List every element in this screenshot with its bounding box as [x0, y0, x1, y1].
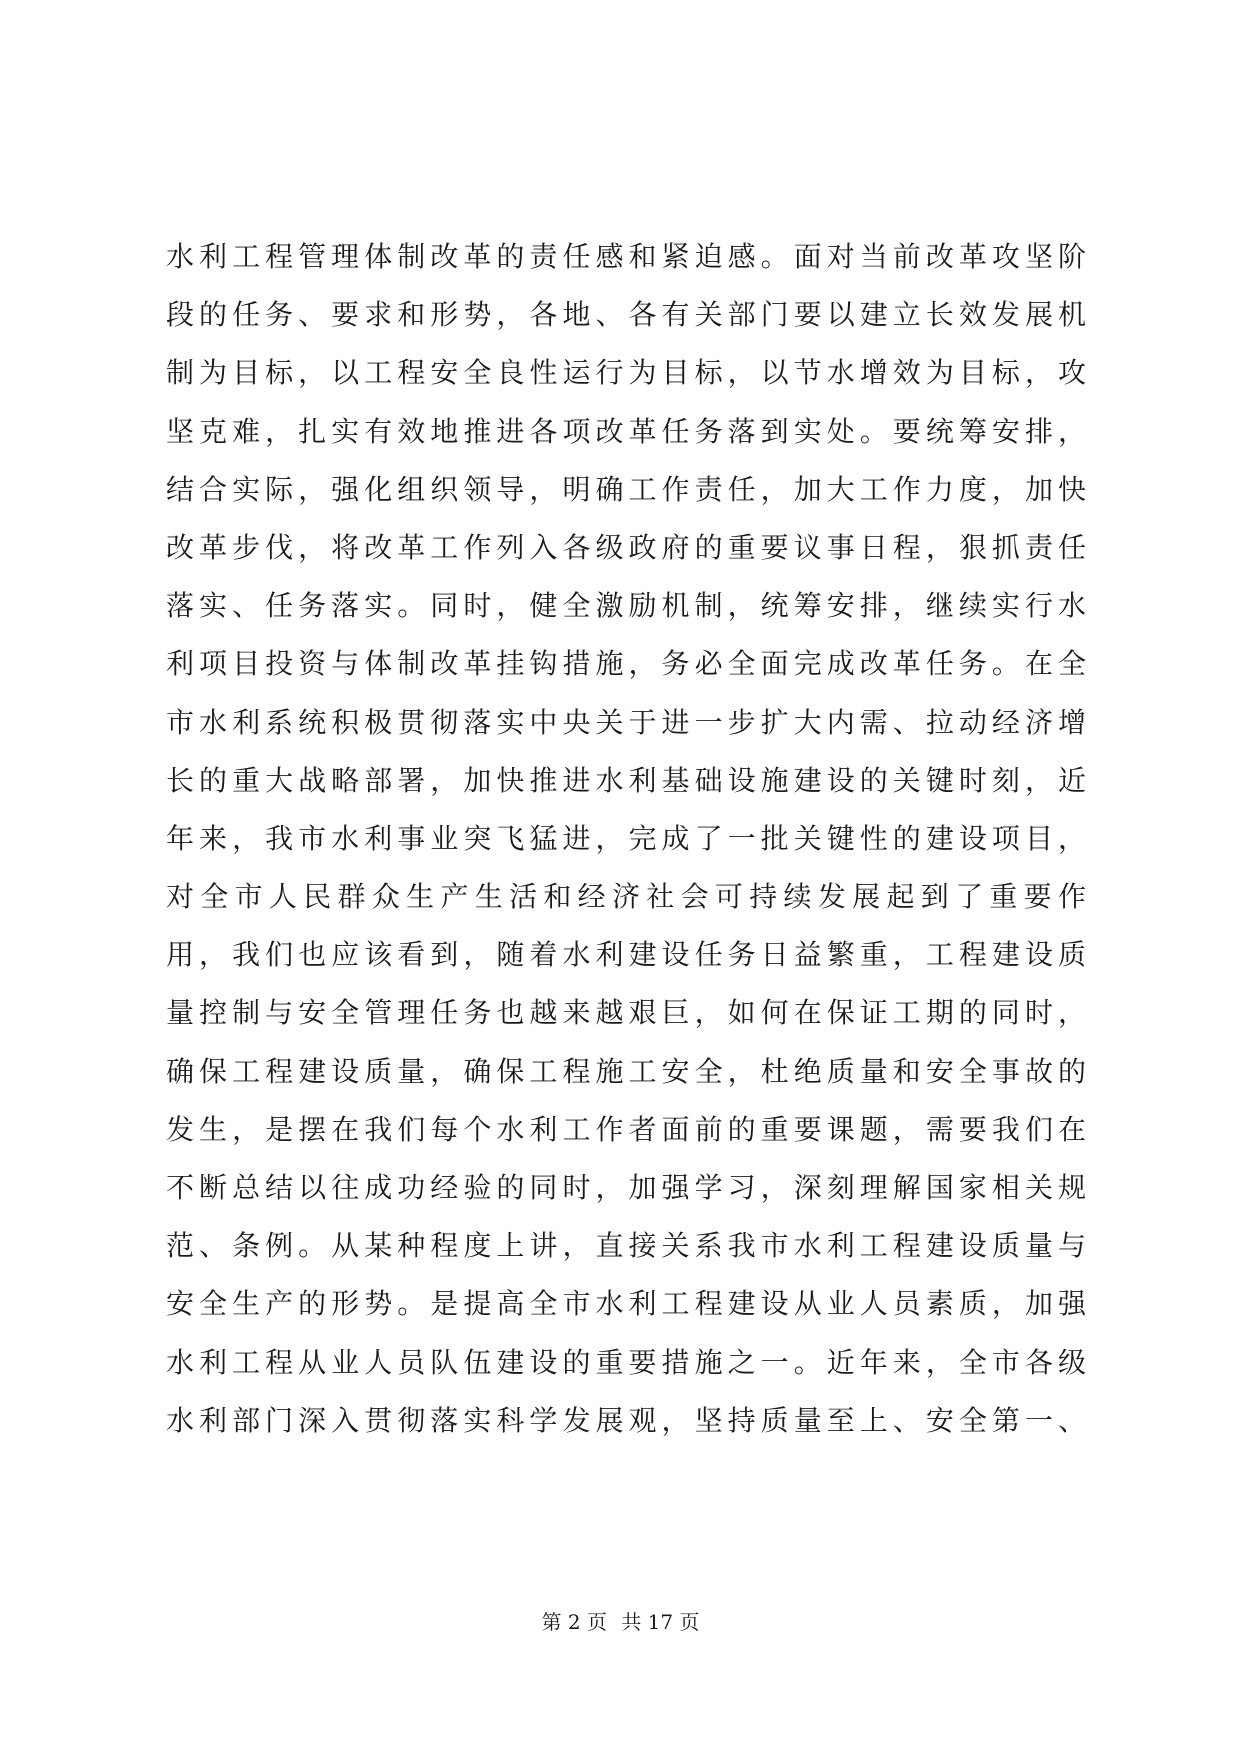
text-line: 水利工程从业人员队伍建设的重要措施之一。近年来，全市各级: [166, 1345, 1086, 1379]
text-line: 利项目投资与体制改革挂钩措施，务必全面完成改革任务。在全: [166, 647, 1086, 681]
text-line: 水利工程管理体制改革的责任感和紧迫感。面对当前改革攻坚阶: [166, 240, 1086, 273]
text-line: 坚克难，扎实有效地推进各项改革任务落到实处。要统筹安排，: [166, 414, 1086, 448]
text-line: 落实、任务落实。同时，健全激励机制，统筹安排，继续实行水: [166, 589, 1086, 623]
text-line: 水利部门深入贯彻落实科学发展观，坚持质量至上、安全第一、: [166, 1403, 1086, 1437]
text-line: 制为目标，以工程安全良性运行为目标，以节水增效为目标，攻: [166, 356, 1086, 390]
text-line: 年来，我市水利事业突飞猛进，完成了一批关键性的建设项目，: [166, 821, 1086, 855]
text-line: 发生，是摆在我们每个水利工作者面前的重要课题，需要我们在: [166, 1112, 1086, 1146]
body-text: [166, 228, 1086, 1450]
text-line: 量控制与安全管理任务也越来越艰巨，如何在保证工期的同时，: [166, 996, 1086, 1030]
text-line: 段的任务、要求和形势，各地、各有关部门要以建立长效发展机: [166, 298, 1086, 332]
text-line: 不断总结以往成功经验的同时，加强学习，深刻理解国家相关规: [166, 1171, 1086, 1204]
text-line: 范、条例。从某种程度上讲，直接关系我市水利工程建设质量与: [166, 1229, 1086, 1263]
text-line: 对全市人民群众生产生活和经济社会可持续发展起到了重要作: [166, 880, 1086, 914]
text-line: 长的重大战略部署，加快推进水利基础设施建设的关键时刻，近: [166, 763, 1086, 797]
text-line: 确保工程建设质量，确保工程施工安全，杜绝质量和安全事故的: [166, 1054, 1086, 1088]
text-line: 改革步伐，将改革工作列入各级政府的重要议事日程，狠抓责任: [166, 530, 1086, 564]
page-number: 第 2 页: [541, 1610, 607, 1634]
page-total: 共 17 页: [621, 1610, 700, 1634]
text-line: 安全生产的形势。是提高全市水利工程建设从业人员素质，加强: [166, 1287, 1086, 1321]
text-line: 结合实际，强化组织领导，明确工作责任，加大工作力度，加快: [166, 472, 1086, 506]
text-line: 用，我们也应该看到，随着水利建设任务日益繁重，工程建设质: [166, 938, 1086, 972]
text-line: 市水利系统积极贯彻落实中央关于进一步扩大内需、拉动经济增: [166, 705, 1086, 739]
page-footer: [0, 1609, 1241, 1635]
